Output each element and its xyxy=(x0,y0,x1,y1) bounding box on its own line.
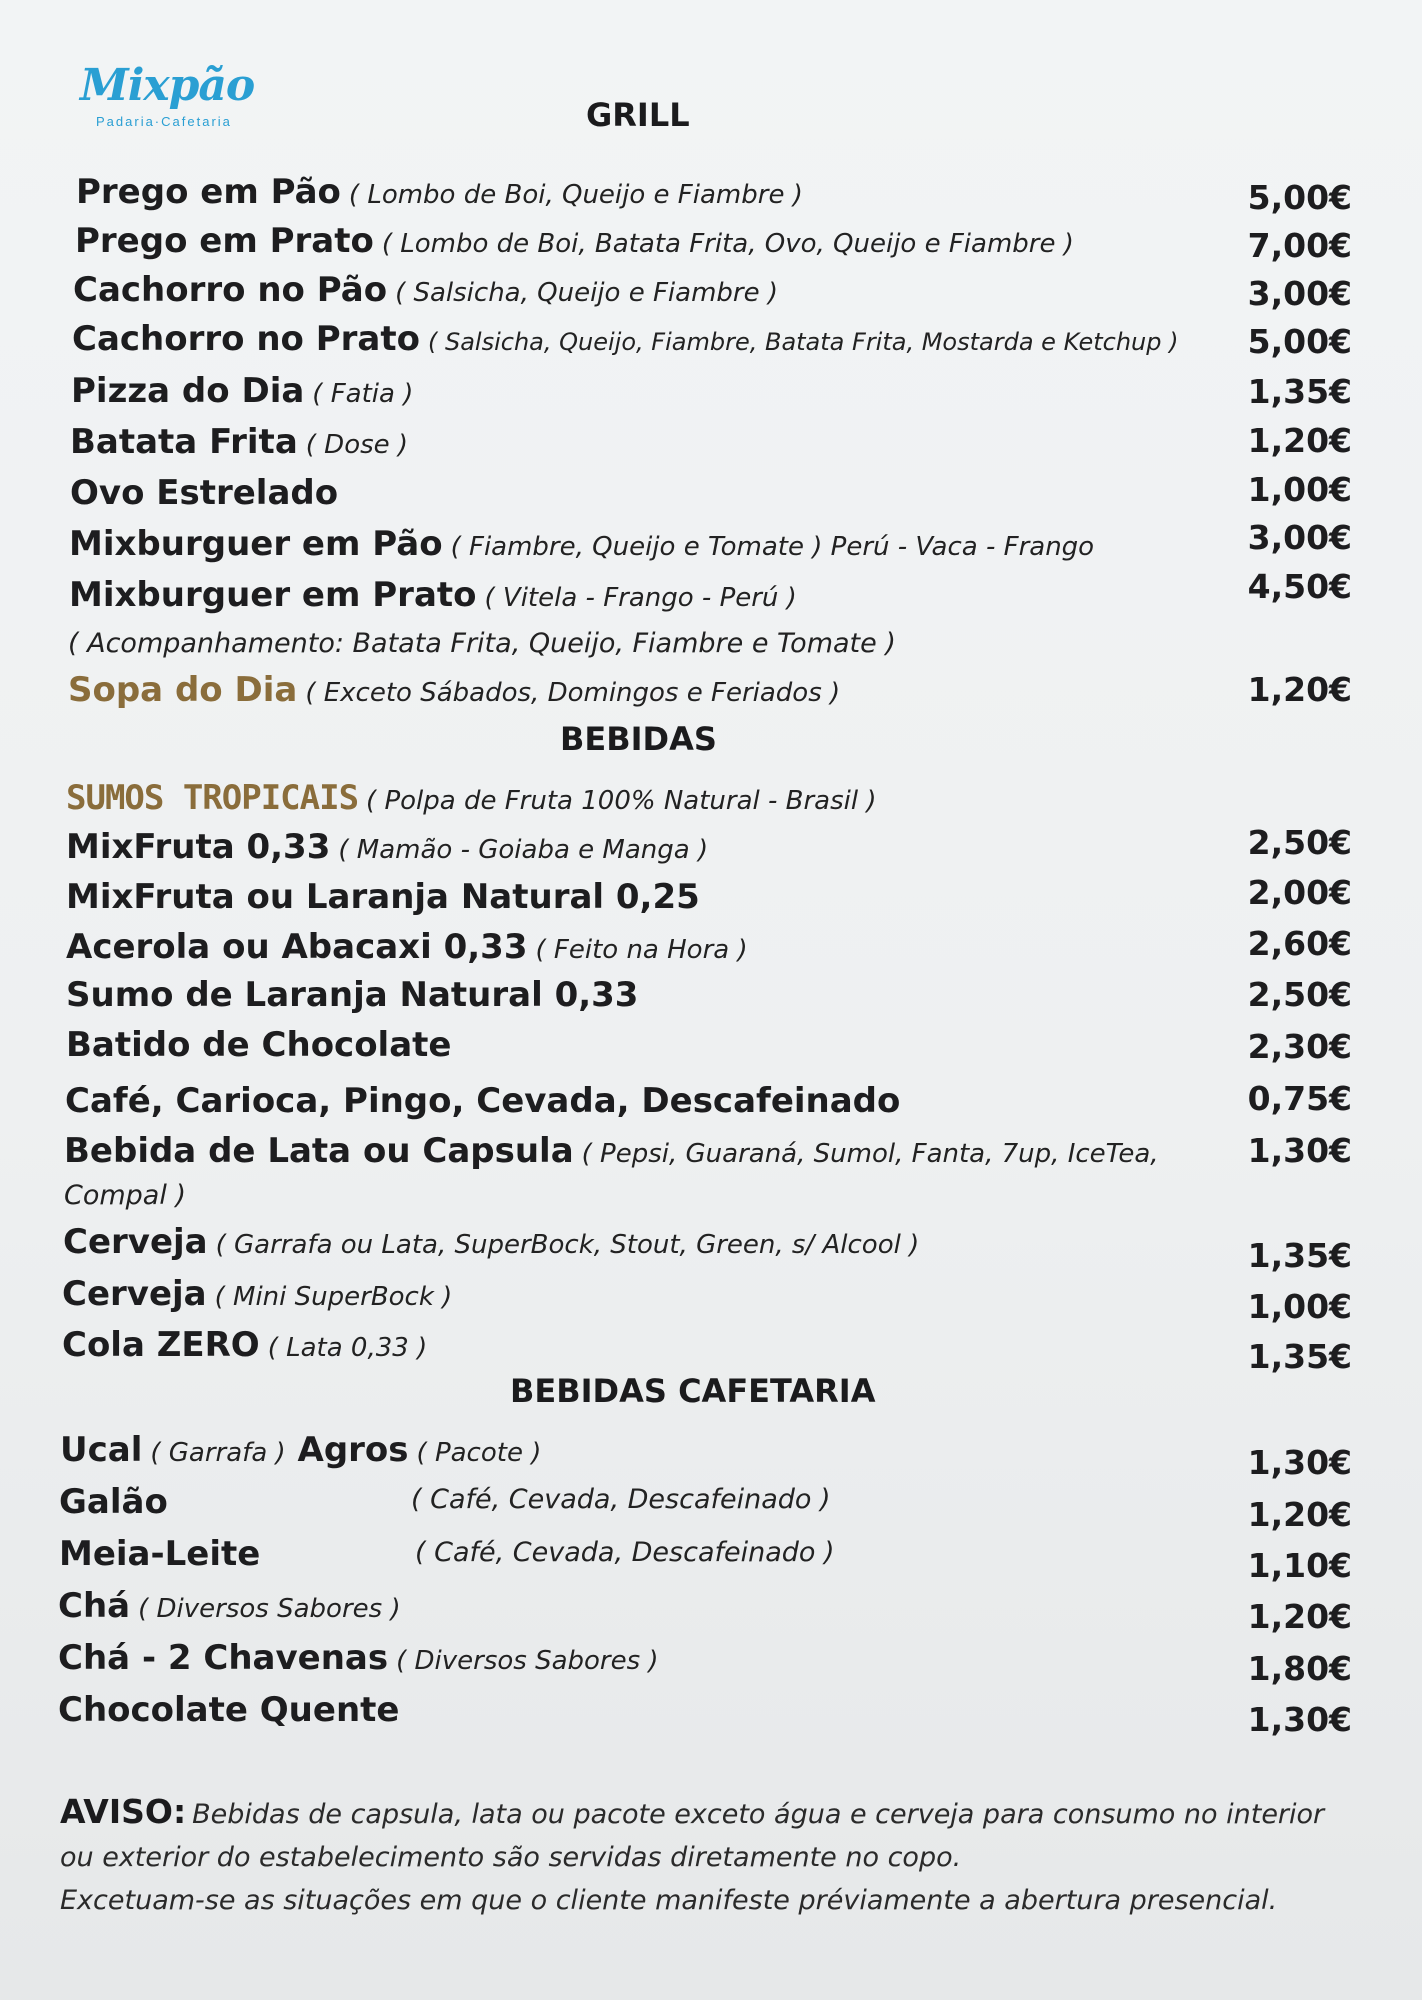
item-name: Café, Carioca, Pingo, Cevada, Descafeinado xyxy=(65,1081,901,1121)
menu-item xyxy=(66,877,700,917)
logo-text: Mixpão xyxy=(80,60,255,111)
item-name: Chocolate Quente xyxy=(58,1690,400,1730)
item-name: Batata Frita xyxy=(70,422,298,462)
menu-item xyxy=(59,1482,168,1522)
item-price: 1,00€ xyxy=(1247,470,1352,509)
item-price: 2,50€ xyxy=(1247,975,1352,1014)
item-price: 1,20€ xyxy=(1247,1495,1352,1534)
item-name: Bebida de Lata ou Capsula xyxy=(64,1131,574,1171)
item-name: MixFruta ou Laranja Natural 0,25 xyxy=(66,877,700,917)
item-name: Mixburguer em Pão xyxy=(69,524,443,564)
item-name: Mixburguer em Prato xyxy=(69,575,477,615)
item-name: Cerveja xyxy=(63,1222,208,1262)
notice-text: Bebidas de capsula, lata ou pacote exceto água e cerveja para consumo no interior ou exterior do estabelecimento são servidas diretamente no copo. xyxy=(60,1799,1325,1873)
item-name: Ucal xyxy=(60,1430,143,1470)
item-price: 7,00€ xyxy=(1247,226,1352,265)
item-name: Sopa do Dia xyxy=(68,670,298,710)
item-price: 2,60€ xyxy=(1247,924,1352,963)
item-price: 4,50€ xyxy=(1247,567,1352,606)
item-price: 1,30€ xyxy=(1247,1700,1352,1739)
menu-item xyxy=(58,1638,659,1678)
item-desc: ( Garrafa ) xyxy=(150,1438,286,1468)
menu-item xyxy=(66,927,748,967)
mixburguer-note: ( Acompanhamento: Batata Frita, Queijo, Fiambre e Tomate ) xyxy=(68,628,896,659)
menu-item xyxy=(75,221,1074,261)
notice-label: AVISO: xyxy=(60,1792,187,1831)
item-name: Prego em Pão xyxy=(76,172,341,212)
item-name: MixFruta 0,33 xyxy=(66,827,331,867)
menu-item xyxy=(68,670,841,710)
item-price: 5,00€ xyxy=(1247,178,1352,217)
menu-item xyxy=(76,172,803,212)
item-desc: ( Fiambre, Queijo e Tomate ) Perú - Vaca - Frango xyxy=(450,532,1095,562)
menu-item xyxy=(66,827,709,867)
item-desc: ( Salsicha, Queijo e Fiambre ) xyxy=(395,278,778,308)
menu-item xyxy=(62,1325,428,1365)
item-price: 0,75€ xyxy=(1247,1079,1352,1118)
menu-item xyxy=(70,422,409,462)
item-name: Ovo Estrelado xyxy=(70,473,339,513)
menu-item xyxy=(69,524,1095,564)
item-name: Cola ZERO xyxy=(62,1325,260,1365)
menu-item xyxy=(65,1081,901,1121)
notice xyxy=(60,1790,1360,1922)
item-desc: ( Polpa de Fruta 100% Natural - Brasil ) xyxy=(366,786,877,816)
item-desc: ( Café, Cevada, Descafeinado ) xyxy=(411,1484,831,1515)
item-price: 3,00€ xyxy=(1247,274,1352,313)
item-price: 1,80€ xyxy=(1247,1649,1352,1688)
item-name: Cachorro no Prato xyxy=(72,319,420,359)
item-desc: ( Mamão - Goiaba e Manga ) xyxy=(338,835,709,865)
item-price: 1,20€ xyxy=(1247,670,1352,709)
item-desc: ( Lombo de Boi, Batata Frita, Ovo, Queijo e Fiambre ) xyxy=(381,229,1074,259)
item-price: 1,00€ xyxy=(1247,1287,1352,1326)
logo xyxy=(80,60,255,129)
item-name: Agros xyxy=(297,1430,409,1470)
item-price: 1,30€ xyxy=(1247,1131,1352,1170)
item-price: 1,20€ xyxy=(1247,421,1352,460)
item-name: SUMOS TROPICAIS xyxy=(66,778,359,818)
item-desc: ( Garrafa ou Lata, SuperBock, Stout, Green, s/ Alcool ) xyxy=(215,1230,920,1260)
item-price: 1,20€ xyxy=(1247,1597,1352,1636)
section-title-bebidas: BEBIDAS xyxy=(560,720,717,758)
item-price: 1,30€ xyxy=(1247,1443,1352,1482)
menu-item xyxy=(66,975,639,1015)
item-name: Cachorro no Pão xyxy=(73,270,388,310)
item-name: Cerveja xyxy=(62,1274,207,1314)
item-name: Acerola ou Abacaxi 0,33 xyxy=(66,927,528,967)
item-name: Chá - 2 Chavenas xyxy=(58,1638,389,1678)
item-price: 2,30€ xyxy=(1247,1027,1352,1066)
item-desc: ( Mini SuperBock ) xyxy=(214,1282,453,1312)
item-name: Galão xyxy=(59,1482,168,1522)
menu-item xyxy=(66,1025,452,1065)
item-price: 5,00€ xyxy=(1247,322,1352,361)
menu-item xyxy=(62,1274,453,1314)
item-desc: ( Dose ) xyxy=(305,430,409,460)
menu-item xyxy=(69,575,797,615)
item-name: Batido de Chocolate xyxy=(66,1025,452,1065)
item-desc: ( Vitela - Frango - Perú ) xyxy=(484,583,797,613)
menu-item xyxy=(58,1586,401,1626)
item-name: Pizza do Dia xyxy=(71,371,305,411)
item-price: 3,00€ xyxy=(1247,518,1352,557)
item-price: 1,35€ xyxy=(1247,1236,1352,1275)
item-price: 1,10€ xyxy=(1247,1546,1352,1585)
item-desc: ( Lombo de Boi, Queijo e Fiambre ) xyxy=(348,180,803,210)
item-desc: ( Exceto Sábados, Domingos e Feriados ) xyxy=(305,678,841,708)
item-desc: ( Lata 0,33 ) xyxy=(267,1333,428,1363)
item-desc: ( Diversos Sabores ) xyxy=(396,1646,659,1676)
item-price: 2,50€ xyxy=(1247,823,1352,862)
item-name: Meia-Leite xyxy=(59,1534,261,1574)
item-price: 1,35€ xyxy=(1247,1337,1352,1376)
lata-note: Compal ) xyxy=(64,1180,186,1211)
item-desc: ( Salsicha, Queijo, Fiambre, Batata Frita, Mostarda e Ketchup ) xyxy=(428,328,1179,356)
item-desc: ( Fatia ) xyxy=(312,379,414,409)
item-name: Sumo de Laranja Natural 0,33 xyxy=(66,975,639,1015)
menu-item xyxy=(59,1534,261,1574)
logo-subtitle: Padaria·Cafetaria xyxy=(96,114,232,129)
menu-item xyxy=(71,371,414,411)
item-name: Prego em Prato xyxy=(75,221,374,261)
menu-item xyxy=(73,270,778,310)
item-price: 2,00€ xyxy=(1247,873,1352,912)
section-title-grill: GRILL xyxy=(586,96,690,134)
item-desc: ( Feito na Hora ) xyxy=(535,935,748,965)
menu-item xyxy=(72,319,1179,359)
sumos-header xyxy=(66,778,877,818)
item-desc: ( Café, Cevada, Descafeinado ) xyxy=(415,1537,835,1568)
menu-item xyxy=(70,473,339,513)
menu-item xyxy=(60,1430,542,1470)
section-title-bebidas-cafetaria: BEBIDAS CAFETARIA xyxy=(510,1372,876,1410)
menu-item xyxy=(63,1222,920,1262)
menu-item xyxy=(64,1131,1159,1171)
item-desc: ( Pepsi, Guaraná, Sumol, Fanta, 7up, IceTea, xyxy=(581,1139,1159,1169)
item-desc: ( Pacote ) xyxy=(416,1438,542,1468)
menu-item xyxy=(58,1690,400,1730)
notice-text-2: Excetuam-se as situações em que o cliente manifeste préviamente a abertura presencial. xyxy=(60,1885,1278,1916)
item-price: 1,35€ xyxy=(1247,372,1352,411)
item-desc: ( Diversos Sabores ) xyxy=(138,1594,401,1624)
item-name: Chá xyxy=(58,1586,131,1626)
